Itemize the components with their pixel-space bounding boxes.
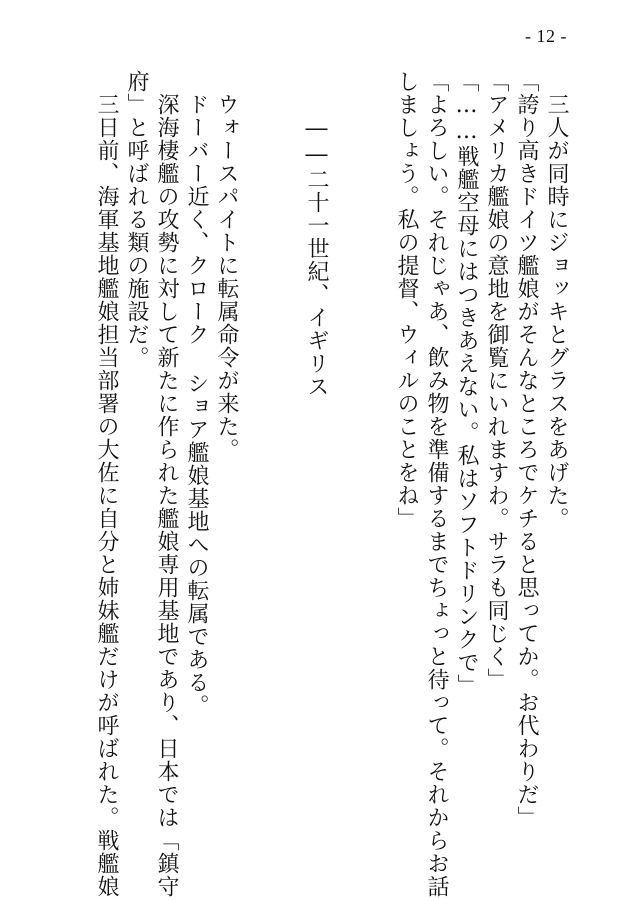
text-line: 深海棲艦の攻勢に対して新たに作られた艦娘専用基地であり、日本では「鎮守 <box>154 70 179 898</box>
text-line: 「誇り高きドイツ艦娘がそんなところでケチると思ってか。お代わりだ」 <box>514 70 539 829</box>
page-number: - 12 - <box>525 26 567 46</box>
text-line: 三人が同時にジョッキとグラスをあげた。 <box>544 70 569 530</box>
section-heading: ――二十一世紀、イギリス <box>304 70 329 398</box>
text-line: 「アメリカ艦娘の意地を御覧にいれますわ。サラも同じく」 <box>484 70 509 691</box>
text-line: ドーバー近く、クローク ショア艦娘基地への転属である。 <box>184 70 209 717</box>
text-line: 三日前、海軍基地艦娘担当部署の大佐に自分と姉妹艦だけが呼ばれた。戦艦娘 <box>94 70 119 898</box>
text-line: 「……戦艦空母にはつきあえない。私はソフトドリンクで」 <box>454 70 479 697</box>
text-line: 府」と呼ばれる類の施設だ。 <box>124 70 149 369</box>
text-line: ウォースパイトに転属命令が来た。 <box>214 70 239 461</box>
text-line: 「よろしい。それじゃあ、飲み物を準備するまでちょっと待って。それからお話 <box>424 70 449 898</box>
text-line: しましょう。私の提督、ウィルのことをね」 <box>394 70 419 530</box>
